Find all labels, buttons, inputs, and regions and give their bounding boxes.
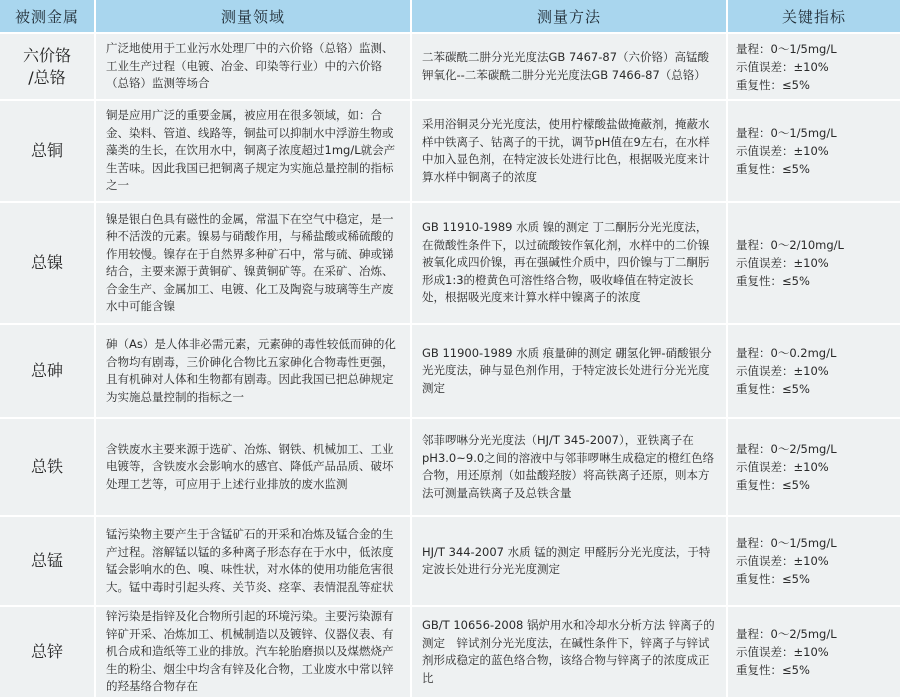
metric-error: 示值误差：±10% xyxy=(736,256,829,270)
metal-name xyxy=(0,325,94,417)
metric-range: 量程：0～0.2mg/L xyxy=(736,346,837,360)
metric-error: 示值误差：±10% xyxy=(736,144,829,158)
metric-repeatability: 重复性：≤5% xyxy=(736,382,810,396)
field-text: 锰污染物主要产生于含锰矿石的开采和冶炼及锰合金的生产过程。溶解锰以锰的多种离子形态存在于水中，低浓度锰会影响水的色、嗅、味性状，对水体的使用功能危害很大。锰中毒时引起头疼、关节炎、痉挛、表情混乱等症状 xyxy=(106,527,394,594)
method-text: HJ/T 344-2007 水质 锰的测定 甲醛肟分光光度法，于特定波长处进行分光光度测定 xyxy=(422,544,711,576)
metric-error: 示值误差：±10% xyxy=(736,645,829,659)
metal-name xyxy=(0,203,94,323)
metric-repeatability: 重复性：≤5% xyxy=(736,572,810,586)
metal-name xyxy=(0,517,94,605)
metal-name-text: 总镍 xyxy=(30,253,63,272)
metric-range: 量程：0～1/5mg/L xyxy=(736,536,837,550)
method-cell xyxy=(412,203,726,323)
header-field: 测量领域 xyxy=(96,0,410,32)
field-cell xyxy=(96,101,410,201)
metric-range: 量程：0～2/10mg/L xyxy=(736,238,844,252)
method-text: 二苯碳酰二肼分光光度法GB 7467-87（六价铬）高锰酸钾氧化--二苯碳酰二肼分光光度法GB 7466-87（总铬） xyxy=(422,50,710,82)
metal-name-text: 六价铬 /总铬 xyxy=(22,45,71,87)
method-text: GB/T 10656-2008 锅炉用水和冷却水分析方法 锌离子的测定 锌试剂分光光度法，在碱性条件下，锌离子与锌试剂形成稳定的蓝色络合物，该络合物与锌离子的浓度成正比 xyxy=(422,618,715,685)
method-text: 采用浴铜灵分光光度法，使用柠檬酸盐做掩蔽剂，掩蔽水样中铁离子、钴离子的干扰，调节pH值在9左右，在水样中加入显色剂，在特定波长处进行比色，根据吸光度来计算水样中铜离子的浓度 xyxy=(422,117,710,184)
field-cell xyxy=(96,203,410,323)
metric-repeatability: 重复性：≤5% xyxy=(736,478,810,492)
header-method: 测量方法 xyxy=(412,0,726,32)
metal-name-text: 总锌 xyxy=(30,642,63,661)
metal-name xyxy=(0,607,94,697)
metal-name-text: 总锰 xyxy=(30,551,63,570)
method-text: GB 11900-1989 水质 痕量砷的测定 硼氢化钾-硝酸银分光光度法，砷与显色剂作用，于特定波长处进行分光光度测定 xyxy=(422,345,712,395)
metal-name-text: 总铜 xyxy=(30,141,63,160)
metric-error: 示值误差：±10% xyxy=(736,460,829,474)
method-text: GB 11910-1989 水质 镍的测定 丁二酮肟分光光度法，在微酸性条件下，以过硫酸铵作氧化剂，水样中的二价镍被氧化成四价镍，再在强碱性介质中，四价镍与丁二酮肟形成1:3的橙黄色可溶性络合物，吸收峰值在特定波长处，根据吸光度来计算水样中镍离子的浓度 xyxy=(422,220,710,305)
field-cell xyxy=(96,419,410,515)
metal-name-text: 总砷 xyxy=(30,361,63,380)
metrics-cell xyxy=(728,34,900,99)
metric-range: 量程：0～2/5mg/L xyxy=(736,627,837,641)
metrics-cell xyxy=(728,517,900,605)
metric-repeatability: 重复性：≤5% xyxy=(736,663,810,677)
field-text: 锌污染是指锌及化合物所引起的环境污染。主要污染源有锌矿开采、冶炼加工、机械制造以及镀锌、仪器仪表、有机合成和造纸等工业的排放。汽车轮胎磨损以及煤燃烧产生的粉尘、烟尘中均含有锌及化合物，工业废水中常以锌的羟基络合物存在 xyxy=(106,609,394,694)
method-cell xyxy=(412,325,726,417)
method-cell xyxy=(412,34,726,99)
metric-error: 示值误差：±10% xyxy=(736,59,829,74)
method-cell xyxy=(412,419,726,515)
metrics-cell xyxy=(728,101,900,201)
metal-name xyxy=(0,34,94,99)
header-metrics: 关键指标 xyxy=(728,0,900,32)
metrics-cell xyxy=(728,607,900,697)
field-text: 砷（As）是人体非必需元素，元素砷的毒性较低而砷的化合物均有剧毒，三价砷化合物比五家砷化合物毒性更强，且有机砷对人体和生物都有剧毒。因此我国已把总砷规定为实施总量控制的指标之一 xyxy=(106,337,396,404)
metric-error: 示值误差：±10% xyxy=(736,554,829,568)
field-text: 铜是应用广泛的重要金属，被应用在很多领域，如：合金、染料、管道、线路等，铜盐可以抑制水中浮游生物或藻类的生长，在饮用水中，铜离子浓度超过1mg/L就会产生苦味。因此我国已把铜离子规定为实施总量控制的指标之一 xyxy=(106,108,396,193)
metrics-cell xyxy=(728,203,900,323)
method-text: 邻菲啰啉分光光度法（HJ/T 345-2007），亚铁离子在pH3.0~9.0之间的溶液中与邻菲啰啉生成稳定的橙红色络合物，用还原剂（如盐酸羟胺）将高铁离子还原，则本方法可测量高铁离子及总铁含量 xyxy=(422,433,715,500)
field-text: 镍是银白色具有磁性的金属，常温下在空气中稳定，是一种不活泼的元素。镍易与硝酸作用，与稀盐酸或稀硫酸的作用较慢。镍存在于自然界多种矿石中，常与硫、砷或锑结合，主要来源于黄铜矿、镍黄铜矿等。在采矿、冶炼、合金生产、金属加工、电镀、化工及陶瓷与玻璃等生产废水中可能含镍 xyxy=(106,211,394,313)
metric-range: 量程：0～2/5mg/L xyxy=(736,442,837,456)
metrics-cell xyxy=(728,325,900,417)
field-cell xyxy=(96,607,410,697)
metric-range: 量程：0～1/5mg/L xyxy=(736,126,837,140)
method-cell xyxy=(412,101,726,201)
method-cell xyxy=(412,517,726,605)
field-text: 含铁废水主要来源于选矿、冶炼、钢铁、机械加工、工业电镀等，含铁废水会影响水的感官、降低产品品质、破坏处理工艺等，可应用于上述行业排放的废水监测 xyxy=(106,441,394,491)
metal-name-text: 总铁 xyxy=(30,457,63,476)
field-cell xyxy=(96,517,410,605)
field-cell xyxy=(96,325,410,417)
metric-error: 示值误差：±10% xyxy=(736,364,829,378)
metrics-cell xyxy=(728,419,900,515)
metric-repeatability: 重复性：≤5% xyxy=(736,77,810,92)
metric-repeatability: 重复性：≤5% xyxy=(736,162,810,176)
method-cell xyxy=(412,607,726,697)
header-metal: 被测金属 xyxy=(0,0,94,32)
metric-range: 量程：0～1/5mg/L xyxy=(736,41,837,56)
field-text: 广泛地使用于工业污水处理厂中的六价铬（总铬）监测、工业生产过程（电镀、冶金、印染等行业）中的六价铬（总铬）监测等场合 xyxy=(106,41,394,91)
metal-name xyxy=(0,101,94,201)
metal-name xyxy=(0,419,94,515)
field-cell xyxy=(96,34,410,99)
metric-repeatability: 重复性：≤5% xyxy=(736,274,810,288)
